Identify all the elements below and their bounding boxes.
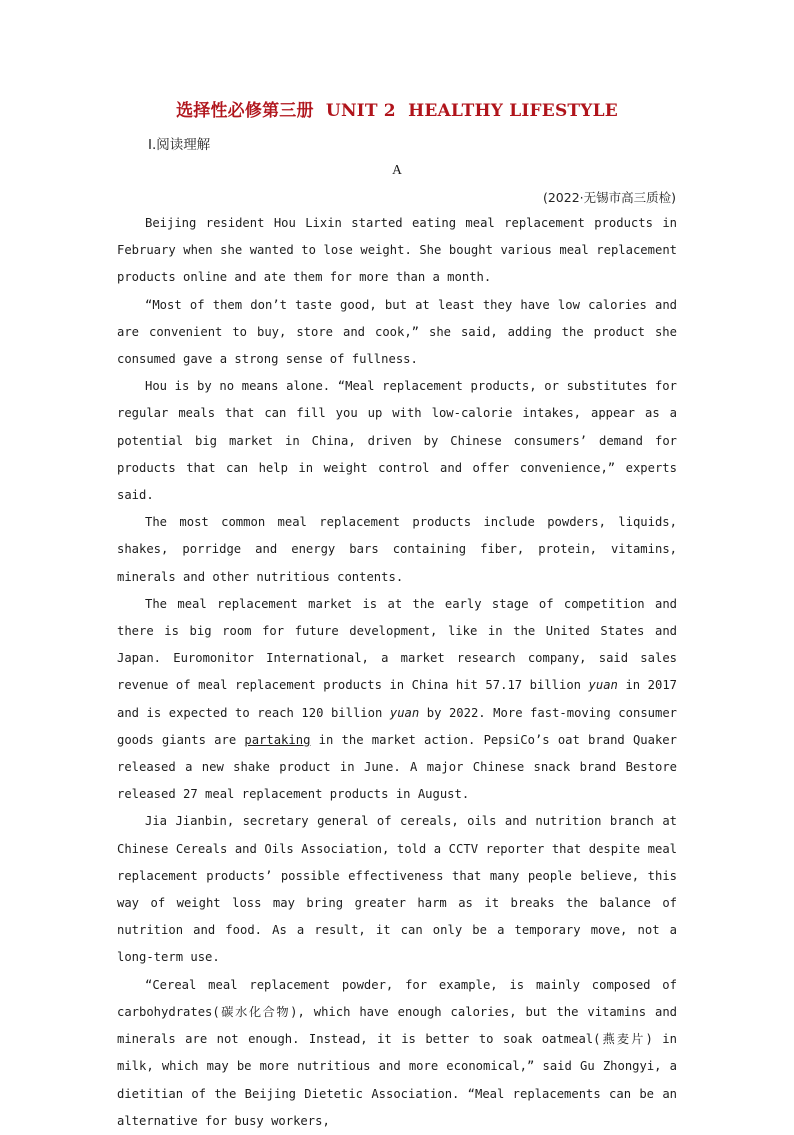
paragraph-5-part-b: in 2017 and is expected to reach 120 billion xyxy=(117,678,677,720)
passage-label: A xyxy=(392,162,402,177)
section-heading: Ⅰ.阅读理解 xyxy=(148,137,211,153)
passage-body xyxy=(117,210,677,1135)
paragraph-4: The most common meal replacement products include powders, liquids, shakes, porridge and energy bars containing fiber, protein, vitamins, minerals and other nutritious contents. xyxy=(117,515,677,584)
paragraph-6: Jia Jianbin, secretary general of cereals, oils and nutrition branch at Chinese Cereals and Oils Association, told a CCTV reporter that despite meal replacement products’ possible effectiveness that many people believe, this way of weight loss may bring greater harm as it breaks the balance of nutrition and food. As a result, it can only be a temporary move, not a long-term use. xyxy=(117,814,677,965)
paragraph-1: Beijing resident Hou Lixin started eating meal replacement products in February when she wanted to lose weight. She bought various meal replacement products online and ate them for more than a month. xyxy=(117,216,677,285)
currency-yuan: yuan xyxy=(389,705,420,720)
document-title: 选择性必修第三册 UNIT 2 HEALTHY LIFESTYLE xyxy=(176,101,618,121)
paragraph-5-part-a: The meal replacement market is at the early stage of competition and there is big room for future development, like in the United States and Japan. Euromonitor International, a market research company, said sales revenue of meal replacement products in China hit 57.17 billion xyxy=(117,596,677,693)
paragraph-3: Hou is by no means alone. “Meal replacement products, or substitutes for regular meals that can fill you up with low-calorie intakes, appear as a potential big market in China, driven by Chinese consumers’ demand for products that can help in weight control and offer convenience,” experts said. xyxy=(117,379,677,503)
underlined-word: partaking xyxy=(244,732,311,747)
currency-yuan: yuan xyxy=(588,678,618,693)
paragraph-5-part-d: in the market action. PepsiCo’s oat brand Quaker released a new shake product in June. A major Chinese snack brand Bestore released 27 meal replacement products in August. xyxy=(117,732,677,802)
paragraph-7: “Cereal meal replacement powder, for example, is mainly composed of carbohydrates(碳水化合物), which have enough calories, but the vitamins and minerals are not enough. Instead, it is better to soak oatmeal(燕麦片) in milk, which may be more nutritious and more economical,” said Gu Zhongyi, a dietitian of the Beijing Dietetic Association. “Meal replacements can be an alternative for busy workers, xyxy=(117,977,677,1128)
paragraph-5 xyxy=(117,591,677,809)
paragraph-5-part-c: by 2022. More fast-moving consumer goods giants are xyxy=(117,705,678,747)
paragraph-2: “Most of them don’t taste good, but at least they have low calories and are convenient to buy, store and cook,” she said, adding the product she consumed gave a strong sense of fullness. xyxy=(117,297,677,367)
passage-source: (2022·无锡市高三质检) xyxy=(542,190,676,205)
